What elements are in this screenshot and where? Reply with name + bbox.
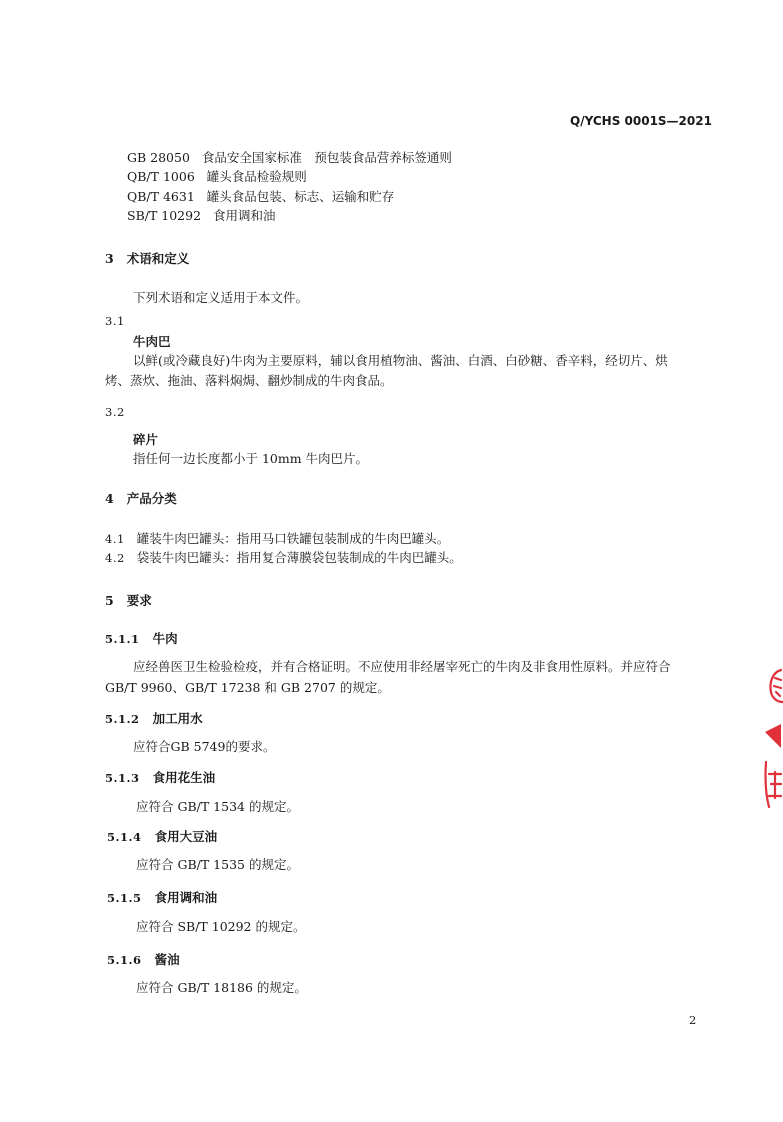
doc-code: Q/YCHS 0001S—2021 — [570, 114, 712, 128]
requirement-text: 应符合 GB/T 1534 的规定。 — [136, 799, 299, 814]
requirement-text: 应符合GB 5749的要求。 — [133, 739, 276, 754]
item-title: 酱油 — [154, 952, 180, 967]
section-5-heading — [105, 593, 152, 609]
item-number: 5.1.5 — [107, 891, 142, 905]
reference-item — [127, 208, 275, 224]
item-number: 5.1.6 — [107, 953, 142, 967]
section-number: 4 — [105, 491, 114, 506]
reference-code: QB/T 1006 — [127, 169, 195, 184]
reference-title: 食品安全国家标准 预包装食品营养标签通则 — [201, 150, 452, 165]
item-title: 加工用水 — [152, 711, 203, 726]
term-definition: 烤、蒸炊、拖油、落料焖焗、翻炒制成的牛肉食品。 — [105, 373, 393, 388]
term-definition: 以鲜(或冷藏良好)牛肉为主要原料，辅以食用植物油、酱油、白酒、白砂糖、香辛料，经切片、烘 — [133, 353, 668, 368]
reference-title: 罐头食品包装、标志、运输和贮存 — [206, 189, 395, 204]
requirement-heading — [107, 829, 217, 845]
section-number: 3 — [105, 251, 114, 266]
item-title: 食用调和油 — [154, 890, 218, 905]
reference-item — [127, 189, 394, 205]
requirement-heading — [107, 890, 217, 906]
item-number: 4.2 — [105, 551, 125, 565]
classification-item — [105, 550, 462, 566]
term-title: 碎片 — [133, 432, 159, 447]
requirement-heading — [105, 631, 178, 647]
requirement-heading — [105, 711, 203, 727]
reference-code: SB/T 10292 — [127, 208, 202, 223]
reference-item — [127, 150, 452, 166]
requirement-heading — [107, 952, 180, 968]
page-number: 2 — [689, 1013, 697, 1027]
item-title: 食用大豆油 — [154, 829, 218, 844]
section-title: 要求 — [126, 593, 152, 608]
item-number: 5.1.2 — [105, 712, 140, 726]
reference-code: QB/T 4631 — [127, 189, 195, 204]
requirement-text: 应符合 GB/T 1535 的规定。 — [136, 857, 299, 872]
item-title: 食用花生油 — [152, 770, 216, 785]
section-title: 术语和定义 — [126, 251, 190, 266]
section-3-heading — [105, 251, 189, 267]
term-definition: 指任何一边长度都小于 10mm 牛肉巴片。 — [133, 451, 369, 466]
reference-title: 罐头食品检验规则 — [206, 169, 307, 184]
section-number: 5 — [105, 593, 114, 608]
item-text: 袋装牛肉巴罐头：指用复合薄膜袋包装制成的牛肉巴罐头。 — [136, 550, 462, 565]
item-number: 5.1.4 — [107, 830, 142, 844]
section-title: 产品分类 — [126, 491, 177, 506]
term-number: 3.1 — [105, 314, 125, 328]
reference-code: GB 28050 — [127, 150, 190, 165]
item-number: 5.1.1 — [105, 632, 140, 646]
reference-title: 食用调和油 — [212, 208, 276, 223]
requirement-heading — [105, 770, 215, 786]
requirement-text: GB/T 9960、GB/T 17238 和 GB 2707 的规定。 — [105, 680, 390, 695]
item-title: 牛肉 — [152, 631, 178, 646]
seal-stamp — [757, 662, 783, 822]
item-number: 5.1.3 — [105, 771, 140, 785]
reference-item — [127, 169, 307, 185]
term-title: 牛肉巴 — [133, 334, 171, 349]
section-4-heading — [105, 491, 177, 507]
term-number: 3.2 — [105, 405, 125, 419]
section-3-intro: 下列术语和定义适用于本文件。 — [133, 290, 309, 305]
item-number: 4.1 — [105, 532, 125, 546]
seal-fragment-icon — [757, 662, 783, 822]
requirement-text: 应符合 SB/T 10292 的规定。 — [136, 919, 306, 934]
requirement-text: 应经兽医卫生检验检疫，并有合格证明。不应使用非经屠宰死亡的牛肉及非食用性原料。并应符合 — [133, 659, 671, 674]
requirement-text: 应符合 GB/T 18186 的规定。 — [136, 980, 307, 995]
classification-item — [105, 531, 449, 547]
item-text: 罐装牛肉巴罐头：指用马口铁罐包装制成的牛肉巴罐头。 — [136, 531, 450, 546]
